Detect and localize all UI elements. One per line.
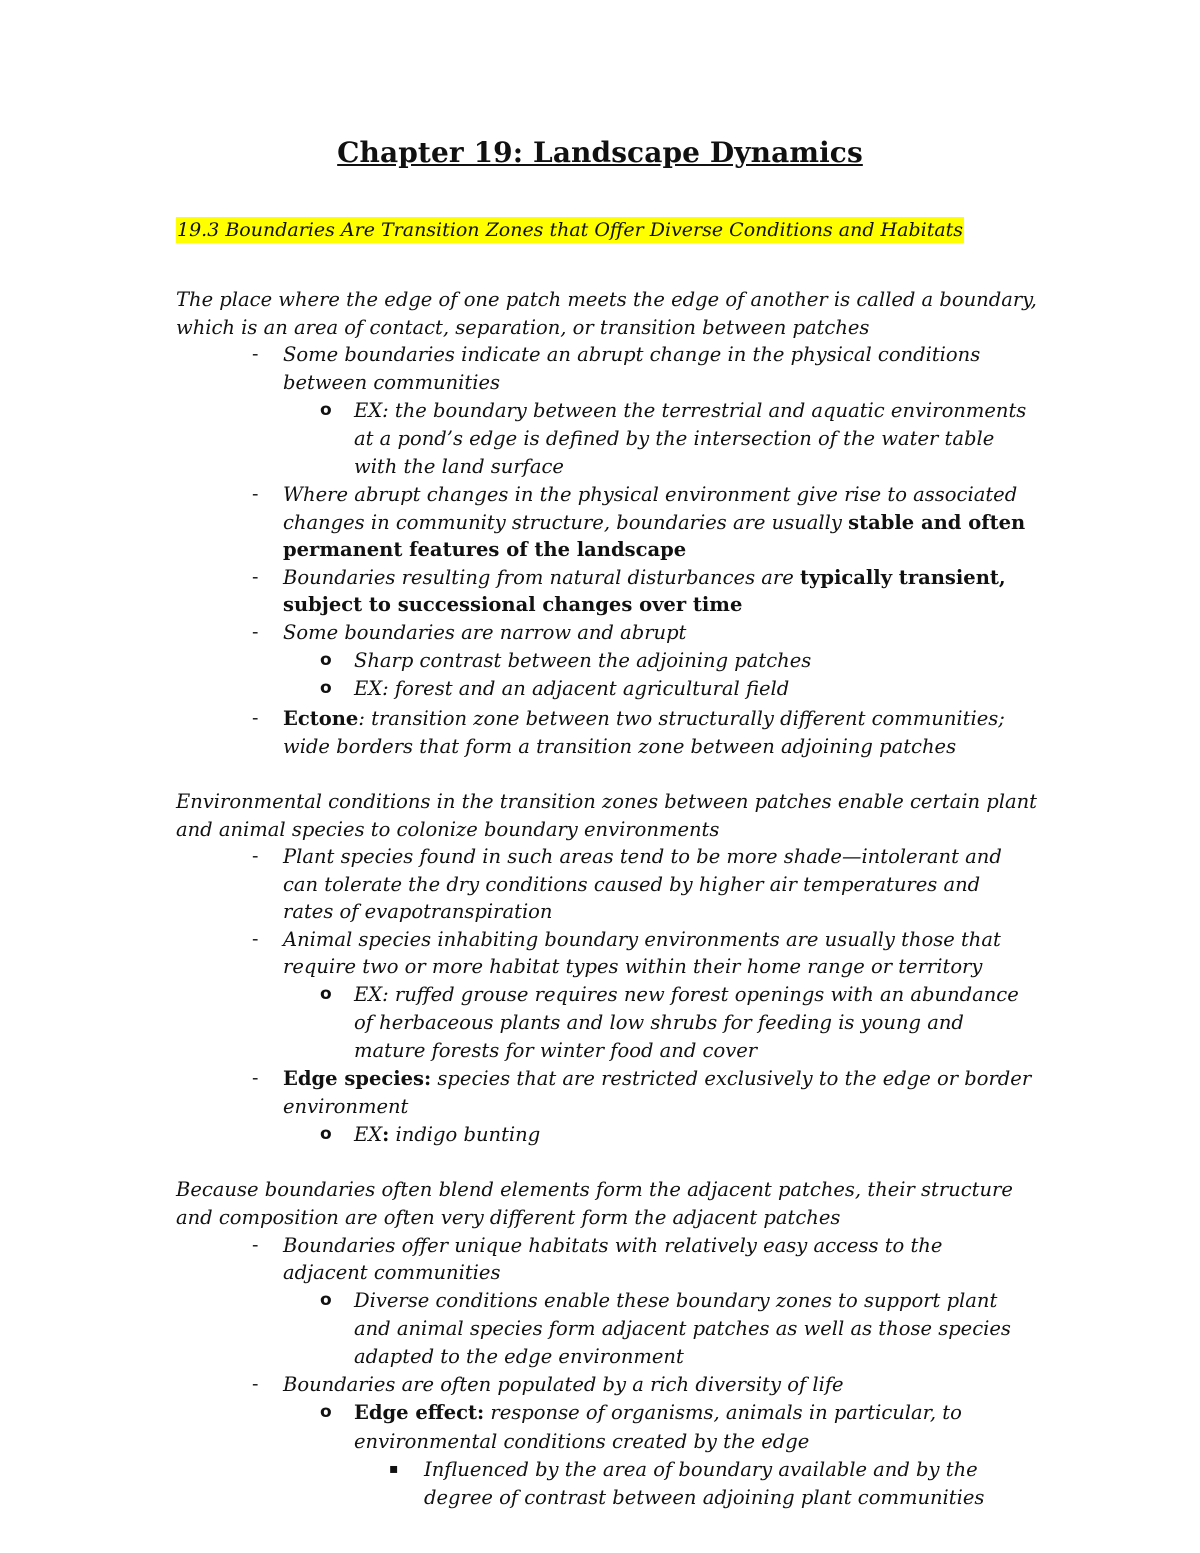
term-ectone: Ectone — [283, 707, 359, 730]
circle-marker: o — [320, 1402, 332, 1422]
sub-sub-bullet-line: degree of contrast between adjoining plant communities — [424, 1486, 985, 1509]
sub-bullet-line: at a pond’s edge is defined by the intersection of the water table — [354, 427, 995, 450]
bullet-text: EX — [354, 1123, 383, 1146]
bullet-line: Plant species found in such areas tend to be more shade—intolerant and — [283, 845, 1002, 868]
bullet-line — [283, 591, 742, 619]
sub-bullet-line: mature forests for winter food and cover — [354, 1039, 758, 1062]
sub-bullet-line: environmental conditions created by the edge — [354, 1430, 810, 1453]
dash-marker: - — [252, 707, 259, 729]
dash-marker: - — [252, 928, 259, 950]
bullet-line: adjacent communities — [283, 1261, 501, 1284]
bold-text: typically transient, — [799, 566, 1006, 589]
paragraph-line: and composition are often very different form the adjacent patches — [176, 1206, 841, 1229]
circle-marker: o — [320, 400, 332, 420]
bullet-line: require two or more habitat types within their home range or territory — [283, 955, 983, 978]
page-title: Chapter 19: Landscape Dynamics — [337, 136, 863, 169]
sub-bullet-line: EX: forest and an adjacent agricultural field — [354, 677, 790, 700]
circle-marker: o — [320, 984, 332, 1004]
bullet-line: rates of evapotranspiration — [283, 900, 553, 923]
bullet-line — [283, 1065, 1031, 1093]
sub-bullet-line: with the land surface — [354, 455, 564, 478]
bullet-line: Some boundaries indicate an abrupt change in the physical conditions — [283, 343, 981, 366]
paragraph-line: The place where the edge of one patch meets the edge of another is called a boundary, — [176, 288, 1037, 311]
term-edge-species: Edge species: — [283, 1067, 432, 1090]
bullet-text: response of organisms, animals in particular, to — [484, 1401, 962, 1424]
sub-bullet-line: of herbaceous plants and low shrubs for feeding is young and — [354, 1011, 964, 1034]
paragraph-line: and animal species to colonize boundary environments — [176, 818, 720, 841]
bold-text: : — [382, 1123, 390, 1146]
dash-marker: - — [252, 845, 259, 867]
dash-marker: - — [252, 1373, 259, 1395]
sub-bullet-line: Diverse conditions enable these boundary zones to support plant — [354, 1289, 998, 1312]
bullet-line: Boundaries offer unique habitats with relatively easy access to the — [283, 1234, 943, 1257]
dash-marker: - — [252, 621, 259, 643]
sub-bullet-line — [354, 1121, 540, 1149]
paragraph-line: Environmental conditions in the transition zones between patches enable certain plant — [176, 790, 1037, 813]
bullet-text: species that are restricted exclusively to the edge or border — [431, 1067, 1032, 1090]
sub-bullet-line — [354, 1399, 962, 1427]
bullet-line — [283, 705, 1005, 733]
bullet-text: indigo bunting — [389, 1123, 541, 1146]
dash-marker: - — [252, 566, 259, 588]
sub-bullet-line: Sharp contrast between the adjoining patches — [354, 649, 812, 672]
term-edge-effect: Edge effect: — [354, 1401, 485, 1424]
bold-text: stable and often — [848, 511, 1026, 534]
bold-text: permanent features of the landscape — [283, 538, 687, 561]
bullet-line — [283, 564, 1006, 592]
bullet-line: can tolerate the dry conditions caused by higher air temperatures and — [283, 873, 981, 896]
sub-bullet-line: adapted to the edge environment — [354, 1345, 684, 1368]
bullet-text: : transition zone between two structurally different communities; — [358, 707, 1005, 730]
circle-marker: o — [320, 678, 332, 698]
bullet-text: changes in community structure, boundaries are usually — [283, 511, 849, 534]
paragraph-line: which is an area of contact, separation, or transition between patches — [176, 316, 870, 339]
square-marker: ▪ — [389, 1461, 399, 1477]
section-heading: 19.3 Boundaries Are Transition Zones that Offer Diverse Conditions and Habitats — [177, 219, 964, 241]
bullet-line — [283, 509, 1025, 537]
bullet-line: between communities — [283, 371, 501, 394]
sub-bullet-line: EX: ruffed grouse requires new forest openings with an abundance — [354, 983, 1019, 1006]
bullet-line: Some boundaries are narrow and abrupt — [283, 621, 687, 644]
sub-sub-bullet-line: Influenced by the area of boundary available and by the — [424, 1458, 978, 1481]
bullet-line: Animal species inhabiting boundary environments are usually those that — [283, 928, 1001, 951]
bullet-text: Boundaries resulting from natural disturbances are — [283, 566, 800, 589]
sub-bullet-line: and animal species form adjacent patches as well as those species — [354, 1317, 1011, 1340]
dash-marker: - — [252, 343, 259, 365]
circle-marker: o — [320, 650, 332, 670]
dash-marker: - — [252, 1234, 259, 1256]
bullet-line: wide borders that form a transition zone between adjoining patches — [283, 735, 957, 758]
bullet-line — [283, 536, 686, 564]
paragraph-line: Because boundaries often blend elements form the adjacent patches, their structure — [176, 1178, 1013, 1201]
circle-marker: o — [320, 1290, 332, 1310]
sub-bullet-line: EX: the boundary between the terrestrial and aquatic environments — [354, 399, 1027, 422]
dash-marker: - — [252, 483, 259, 505]
bullet-line: Where abrupt changes in the physical environment give rise to associated — [283, 483, 1018, 506]
circle-marker: o — [320, 1124, 332, 1144]
bold-text: subject to successional changes over time — [283, 593, 743, 616]
dash-marker: - — [252, 1067, 259, 1089]
bullet-line: environment — [283, 1095, 409, 1118]
bullet-line: Boundaries are often populated by a rich diversity of life — [283, 1373, 844, 1396]
